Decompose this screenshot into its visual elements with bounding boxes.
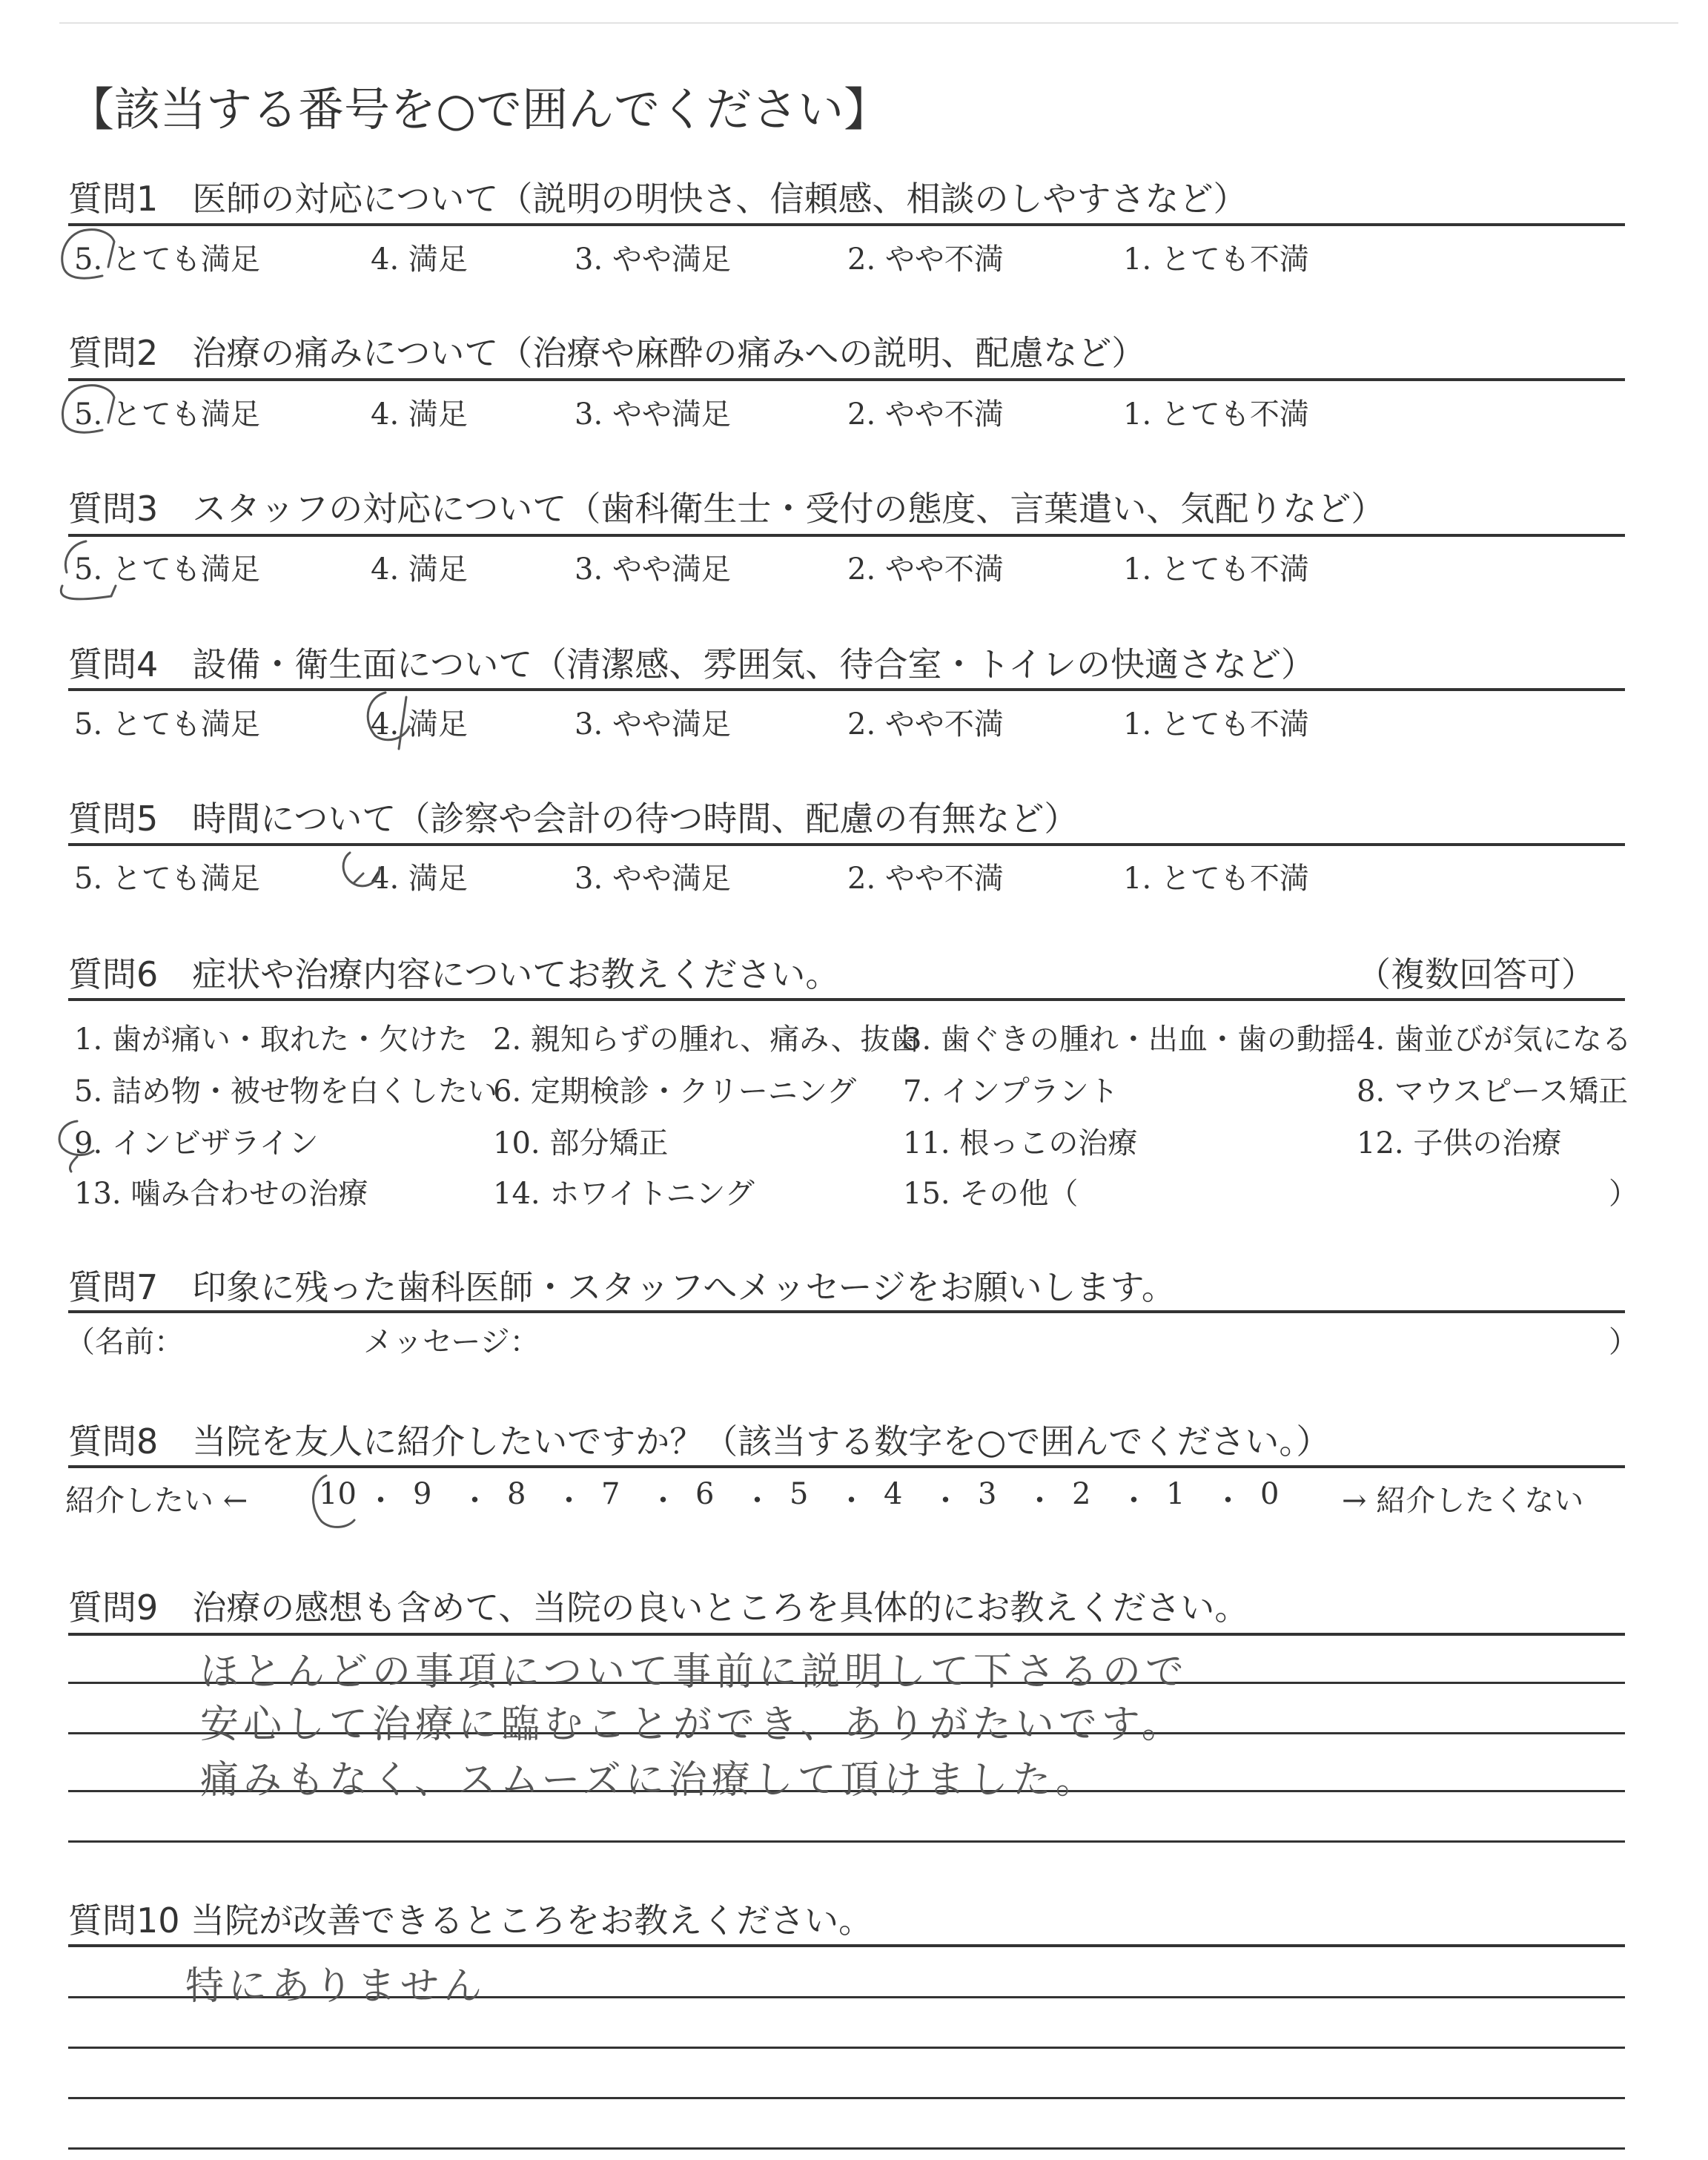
symptom-option-15[interactable]: 15. その他（ (903, 1177, 1079, 1211)
rating-option-4[interactable]: 4. 満足 (371, 862, 468, 896)
rating-option-3[interactable]: 3. やや満足 (575, 552, 731, 587)
question-title: 質問4 設備・衛生面について（清潔感、雰囲気、待合室・トイレの快適さなど） (68, 644, 1316, 684)
rating-option-5[interactable]: 5. とても満足 (74, 552, 260, 587)
scale-separator: ・ (648, 1484, 678, 1518)
symptom-option-2[interactable]: 2. 親知らずの腫れ、痛み、抜歯 (493, 1023, 920, 1057)
question-underline (68, 1944, 1625, 1947)
rating-option-2[interactable]: 2. やや不満 (847, 552, 1004, 587)
question-title: 質問1 医師の対応について（説明の明快さ、信頼感、相談のしやすさなど） (68, 179, 1248, 219)
rating-option-5[interactable]: 5. とても満足 (74, 242, 260, 277)
scale-value-10[interactable]: 10 (319, 1477, 357, 1511)
symptom-option-13[interactable]: 13. 噛み合わせの治療 (74, 1177, 368, 1211)
question-title: 質問2 治療の痛みについて（治療や麻酔の痛みへの説明、配慮など） (68, 333, 1146, 373)
scale-value-2[interactable]: 2 (1072, 1477, 1091, 1511)
scale-value-6[interactable]: 6 (695, 1477, 715, 1511)
question-underline (68, 688, 1625, 691)
rating-option-2[interactable]: 2. やや不満 (847, 242, 1004, 277)
rating-option-5[interactable]: 5. とても満足 (74, 397, 260, 432)
scale-separator: ・ (460, 1484, 490, 1518)
rating-option-2[interactable]: 2. やや不満 (847, 397, 1004, 432)
answer-line (68, 1840, 1625, 1843)
rating-option-1[interactable]: 1. とても不満 (1123, 397, 1309, 432)
question-title: 質問5 時間について（診察や会計の待つ時間、配慮の有無など） (68, 799, 1079, 839)
handwritten-answer-line: 安心して治療に臨むことができ、ありがたいです。 (200, 1702, 1185, 1747)
symptom-option-3[interactable]: 3. 歯ぐきの腫れ・出血・歯の動揺 (903, 1023, 1356, 1057)
symptom-option-12[interactable]: 12. 子供の治療 (1357, 1126, 1562, 1160)
question-title: 質問3 スタッフの対応について（歯科衛生士・受付の態度、言葉遣い、気配りなど） (68, 489, 1386, 529)
scale-value-4[interactable]: 4 (884, 1477, 903, 1511)
scale-value-3[interactable]: 3 (978, 1477, 997, 1511)
scale-value-9[interactable]: 9 (413, 1477, 432, 1511)
question-title: 質問7 印象に残った歯科医師・スタッフへメッセージをお願いします。 (68, 1267, 1176, 1307)
question-title: 質問6 症状や治療内容についてお教えください。 (68, 954, 840, 994)
rating-option-5[interactable]: 5. とても満足 (74, 707, 260, 742)
handwritten-answer-line: ほとんどの事項について事前に説明して下さるので (200, 1650, 1188, 1694)
question-underline (68, 378, 1625, 381)
rating-option-4[interactable]: 4. 満足 (371, 242, 468, 277)
message-close-paren: ） (1609, 1325, 1638, 1359)
question-underline (68, 534, 1625, 537)
answer-line (68, 2097, 1625, 2099)
rating-option-2[interactable]: 2. やや不満 (847, 862, 1004, 896)
question-underline (68, 1465, 1625, 1468)
rating-option-3[interactable]: 3. やや満足 (575, 707, 731, 742)
rating-option-3[interactable]: 3. やや満足 (575, 862, 731, 896)
symptom-option-6[interactable]: 6. 定期検診・クリーニング (493, 1074, 857, 1109)
symptom-option-10[interactable]: 10. 部分矯正 (493, 1126, 669, 1160)
handwritten-answer-line: 痛みもなく、スムーズに治療して頂けました。 (200, 1758, 1099, 1803)
rating-option-4[interactable]: 4. 満足 (371, 552, 468, 587)
rating-option-3[interactable]: 3. やや満足 (575, 397, 731, 432)
scale-separator: ・ (554, 1484, 584, 1518)
rating-option-1[interactable]: 1. とても不満 (1123, 552, 1309, 587)
symptom-option-9[interactable]: 9. インビザライン (74, 1126, 319, 1160)
page-title: 【該当する番号を○で囲んでください】 (68, 82, 890, 136)
answer-line (68, 2147, 1625, 2150)
symptom-option-14[interactable]: 14. ホワイトニング (493, 1177, 755, 1211)
scale-value-0[interactable]: 0 (1260, 1477, 1280, 1511)
rating-option-4[interactable]: 4. 満足 (371, 707, 468, 742)
message-label: メッセージ： (363, 1325, 540, 1359)
symptom-option-8[interactable]: 8. マウスピース矯正 (1357, 1074, 1629, 1109)
scale-value-7[interactable]: 7 (601, 1477, 620, 1511)
multiple-answer-note: （複数回答可） (1357, 954, 1595, 994)
rating-option-5[interactable]: 5. とても満足 (74, 862, 260, 896)
scale-value-8[interactable]: 8 (507, 1477, 526, 1511)
question-underline (68, 843, 1625, 846)
rating-option-1[interactable]: 1. とても不満 (1123, 707, 1309, 742)
recommend-left-label: 紹介したい ← (65, 1484, 248, 1518)
question-title: 質問10 当院が改善できるところをお教えください。 (68, 1900, 873, 1941)
symptom-option-5[interactable]: 5. 詰め物・被せ物を白くしたい (74, 1074, 497, 1109)
handwritten-answer-line: 特にありません (185, 1964, 487, 2009)
rating-option-3[interactable]: 3. やや満足 (575, 242, 731, 277)
other-close-paren: ） (1609, 1177, 1638, 1211)
symptom-option-11[interactable]: 11. 根っこの治療 (903, 1126, 1138, 1160)
question-underline (68, 1310, 1625, 1313)
scale-separator: ・ (1025, 1484, 1055, 1518)
recommend-right-label: → 紹介したくない (1342, 1484, 1584, 1518)
question-title: 質問8 当院を友人に紹介したいですか？（該当する数字を○で囲んでください。） (68, 1421, 1331, 1462)
scale-value-1[interactable]: 1 (1166, 1477, 1185, 1511)
rating-option-2[interactable]: 2. やや不満 (847, 707, 1004, 742)
question-underline (68, 998, 1625, 1001)
question-underline (68, 1633, 1625, 1636)
rating-option-1[interactable]: 1. とても不満 (1123, 862, 1309, 896)
scale-separator: ・ (836, 1484, 867, 1518)
scale-separator: ・ (742, 1484, 772, 1518)
symptom-option-4[interactable]: 4. 歯並びが気になる (1357, 1023, 1632, 1057)
scale-separator: ・ (365, 1484, 396, 1518)
question-underline (68, 223, 1625, 226)
rating-option-4[interactable]: 4. 満足 (371, 397, 468, 432)
question-title: 質問9 治療の感想も含めて、当院の良いところを具体的にお教えください。 (68, 1588, 1249, 1628)
symptom-option-1[interactable]: 1. 歯が痛い・取れた・欠けた (74, 1023, 468, 1057)
top-border (59, 22, 1678, 24)
scale-value-5[interactable]: 5 (790, 1477, 809, 1511)
symptom-option-7[interactable]: 7. インプラント (903, 1074, 1119, 1109)
scale-separator: ・ (1213, 1484, 1243, 1518)
answer-line (68, 2047, 1625, 2049)
name-label: （名前： (65, 1325, 184, 1359)
scale-separator: ・ (930, 1484, 961, 1518)
rating-option-1[interactable]: 1. とても不満 (1123, 242, 1309, 277)
scale-separator: ・ (1119, 1484, 1149, 1518)
